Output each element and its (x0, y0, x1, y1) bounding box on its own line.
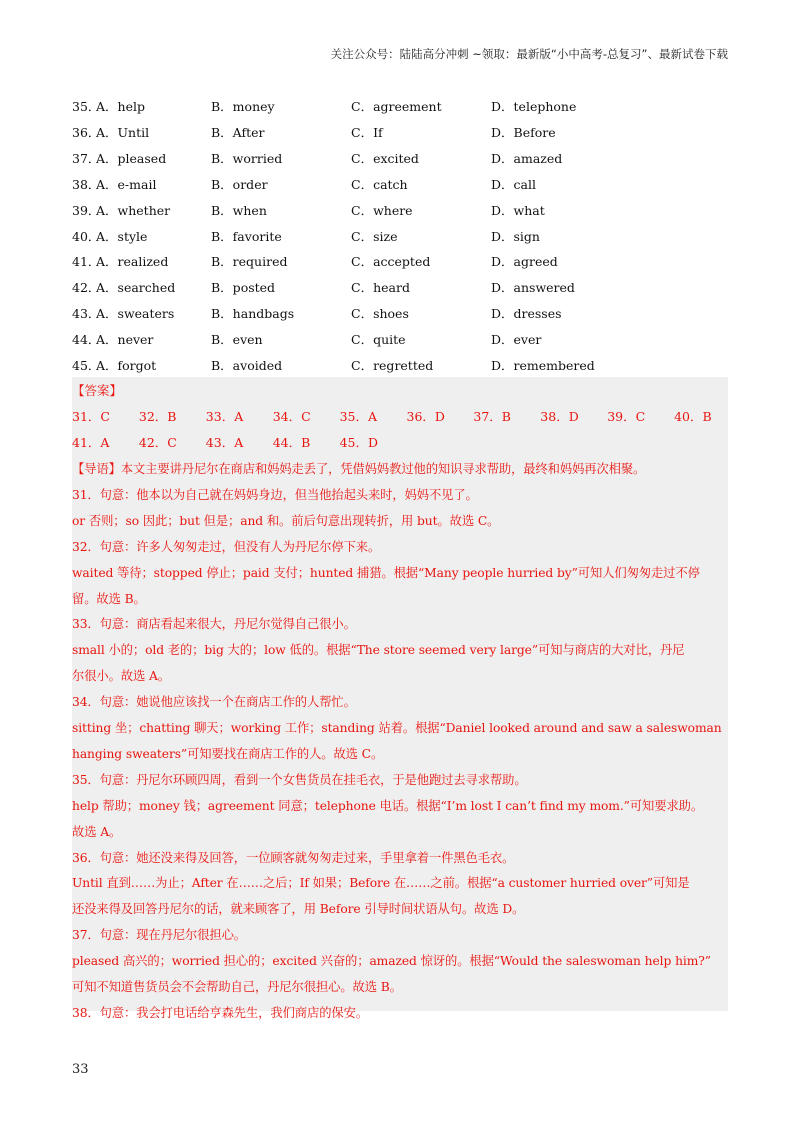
option-d: D．ever (491, 332, 542, 348)
answer-key: 31．C (72, 409, 110, 424)
question-number: 36． (72, 124, 101, 140)
answer-key: 32．B (138, 409, 177, 424)
answer-key: 34．C (272, 409, 311, 424)
option-d: D．remembered (491, 358, 595, 373)
answer-key: 38．D (540, 409, 579, 424)
explanation-line: 33．句意：商店看起来很大，丹尼尔觉得自己很小。 (72, 617, 356, 632)
explanation-line: 36．句意：她还没来得及回答，一位顾客就匆匆走过来，手里拿着一件黑色毛衣。 (72, 850, 515, 865)
explanation-line: 留。故选 B。 (72, 591, 146, 606)
option-b: B．avoided (211, 358, 283, 373)
option-c: C．catch (351, 176, 408, 192)
explanation-line: Until 直到……为止；After 在……之后；If 如果；Before 在……之前。根据“a customer hurried over”可知是 (72, 876, 690, 891)
option-b: B．even (211, 332, 263, 348)
option-c: C．heard (351, 280, 410, 296)
option-d: D．answered (491, 280, 575, 296)
explanation-line: sitting 坐；chatting 聊天；working 工作；standing 站着。根据“Daniel looked around and saw a saleswoman (72, 721, 722, 735)
explanation-line: 还没来得及回答丹尼尔的话，就来顾客了，用 Before 引导时间状语从句。故选 D。 (72, 902, 525, 917)
answer-key: 42．C (138, 435, 177, 450)
option-d: D．amazed (491, 150, 563, 166)
option-c: C．shoes (351, 306, 409, 322)
question-number: 35． (72, 99, 101, 114)
explanation-line: 37．句意：现在丹尼尔很担心。 (72, 928, 247, 943)
explanation-line: 【导语】本文主要讲丹尼尔在商店和妈妈走丢了，凭借妈妈教过他的知识寻求帮助，最终和妈妈再次相聚。 (72, 462, 646, 476)
option-b: B．worried (211, 150, 283, 166)
question-number: 45． (72, 358, 101, 373)
explanation-line: pleased 高兴的；worried 担心的；excited 兴奋的；amazed 惊讶的。根据“Would the saleswoman help him?” (72, 954, 711, 969)
answer-key: 35．A (339, 409, 378, 424)
option-a: A．forgot (96, 358, 157, 373)
explanation-line: 31．句意：他本以为自己就在妈妈身边，但当他抬起头来时，妈妈不见了。 (72, 487, 478, 502)
option-b: B．handbags (211, 306, 295, 322)
explanation-line: waited 等待；stopped 停止；paid 支付；hunted 捕猎。根据“Many people hurried by”可知人们匆匆走过不停 (72, 565, 700, 580)
option-c: C．accepted (351, 254, 431, 270)
explanation-line: small 小的；old 老的；big 大的；low 低的。根据“The store seemed very large”可知与商店的大对比，丹尼 (72, 643, 685, 658)
option-a: A．pleased (96, 150, 167, 166)
answer-key: 37．B (473, 409, 511, 424)
explanation-line: 34．句意：她说他应该找一个在商店工作的人帮忙。 (72, 695, 356, 710)
option-c: C．If (351, 124, 383, 140)
option-d: D．Before (491, 124, 556, 140)
option-a: A．sweaters (96, 306, 175, 322)
answer-key: 45．D (339, 435, 379, 450)
question-number: 44． (72, 332, 101, 348)
explanation-line: 35．句意：丹尼尔环顾四周，看到一个女售货员在挂毛衣，于是他跑过去寻求帮助。 (72, 772, 527, 787)
page-number: 33 (72, 1062, 89, 1077)
option-a: A．help (96, 99, 145, 114)
option-b: B．favorite (211, 228, 282, 244)
option-a: A．whether (96, 202, 171, 218)
option-d: D．sign (491, 228, 540, 244)
question-number: 41． (72, 254, 101, 270)
option-a: A．e-mail (96, 176, 157, 192)
question-number: 42． (72, 280, 101, 296)
answer-heading: 【答案】 (72, 383, 123, 398)
option-c: C．quite (351, 332, 406, 348)
option-d: D．agreed (491, 254, 558, 270)
option-b: B．when (211, 202, 267, 218)
option-c: C．excited (351, 150, 419, 166)
option-b: B．required (211, 254, 288, 270)
option-d: D．telephone (491, 99, 577, 114)
question-number: 38． (72, 176, 101, 192)
question-number: 43． (72, 306, 101, 322)
option-b: B．After (211, 124, 265, 140)
answer-key: 43．A (205, 435, 244, 450)
option-c: C．agreement (351, 99, 442, 114)
option-d: D．dresses (491, 306, 562, 322)
question-number: 39． (72, 202, 101, 218)
explanation-line: 可知不知道售货员会不会帮助自己，丹尼尔很担心。故选 B。 (72, 980, 402, 994)
answer-key: 40．B (674, 409, 712, 424)
explanation-line: 32．句意：许多人匆匆走过，但没有人为丹尼尔停下来。 (72, 539, 381, 554)
option-a: A．realized (96, 254, 169, 270)
explanation-line: 尔很小。故选 A。 (72, 669, 170, 684)
option-c: C．where (351, 202, 413, 218)
option-c: C．size (351, 228, 398, 244)
explanation-line: help 帮助；money 钱；agreement 同意；telephone 电话。根据“I’m lost I can’t find my mom.”可知要求助。 (72, 798, 704, 813)
question-number: 40． (72, 228, 101, 244)
option-a: A．Until (96, 124, 150, 140)
explanation-line: hanging sweaters”可知要找在商店工作的人。故选 C。 (72, 746, 384, 761)
explanation-line: 故选 A。 (72, 824, 122, 839)
option-b: B．posted (211, 280, 276, 296)
option-c: C．regretted (351, 358, 434, 373)
option-a: A．style (96, 228, 148, 244)
answer-key: 41．A (72, 435, 110, 450)
answer-key: 44．B (272, 435, 311, 450)
page-header: 关注公众号：陆陆高分冲刺 ~领取：最新版“小中高考-总复习”、最新试卷下载 (330, 47, 728, 61)
option-d: D．call (491, 176, 536, 192)
explanation-line: 38．句意：我会打电话给亨森先生，我们商店的保安。 (72, 1005, 368, 1020)
question-number: 37． (72, 150, 101, 166)
answer-key: 33．A (205, 409, 244, 424)
option-a: A．never (96, 332, 154, 348)
option-a: A．searched (96, 280, 176, 296)
option-b: B．money (211, 99, 275, 114)
option-b: B．order (211, 176, 268, 192)
answer-key: 39．C (607, 409, 646, 424)
option-d: D．what (491, 202, 545, 218)
answer-key: 36．D (406, 409, 445, 424)
explanation-line: or 否则；so 因此；but 但是；and 和。前后句意出现转折，用 but。故选 C。 (72, 513, 500, 528)
